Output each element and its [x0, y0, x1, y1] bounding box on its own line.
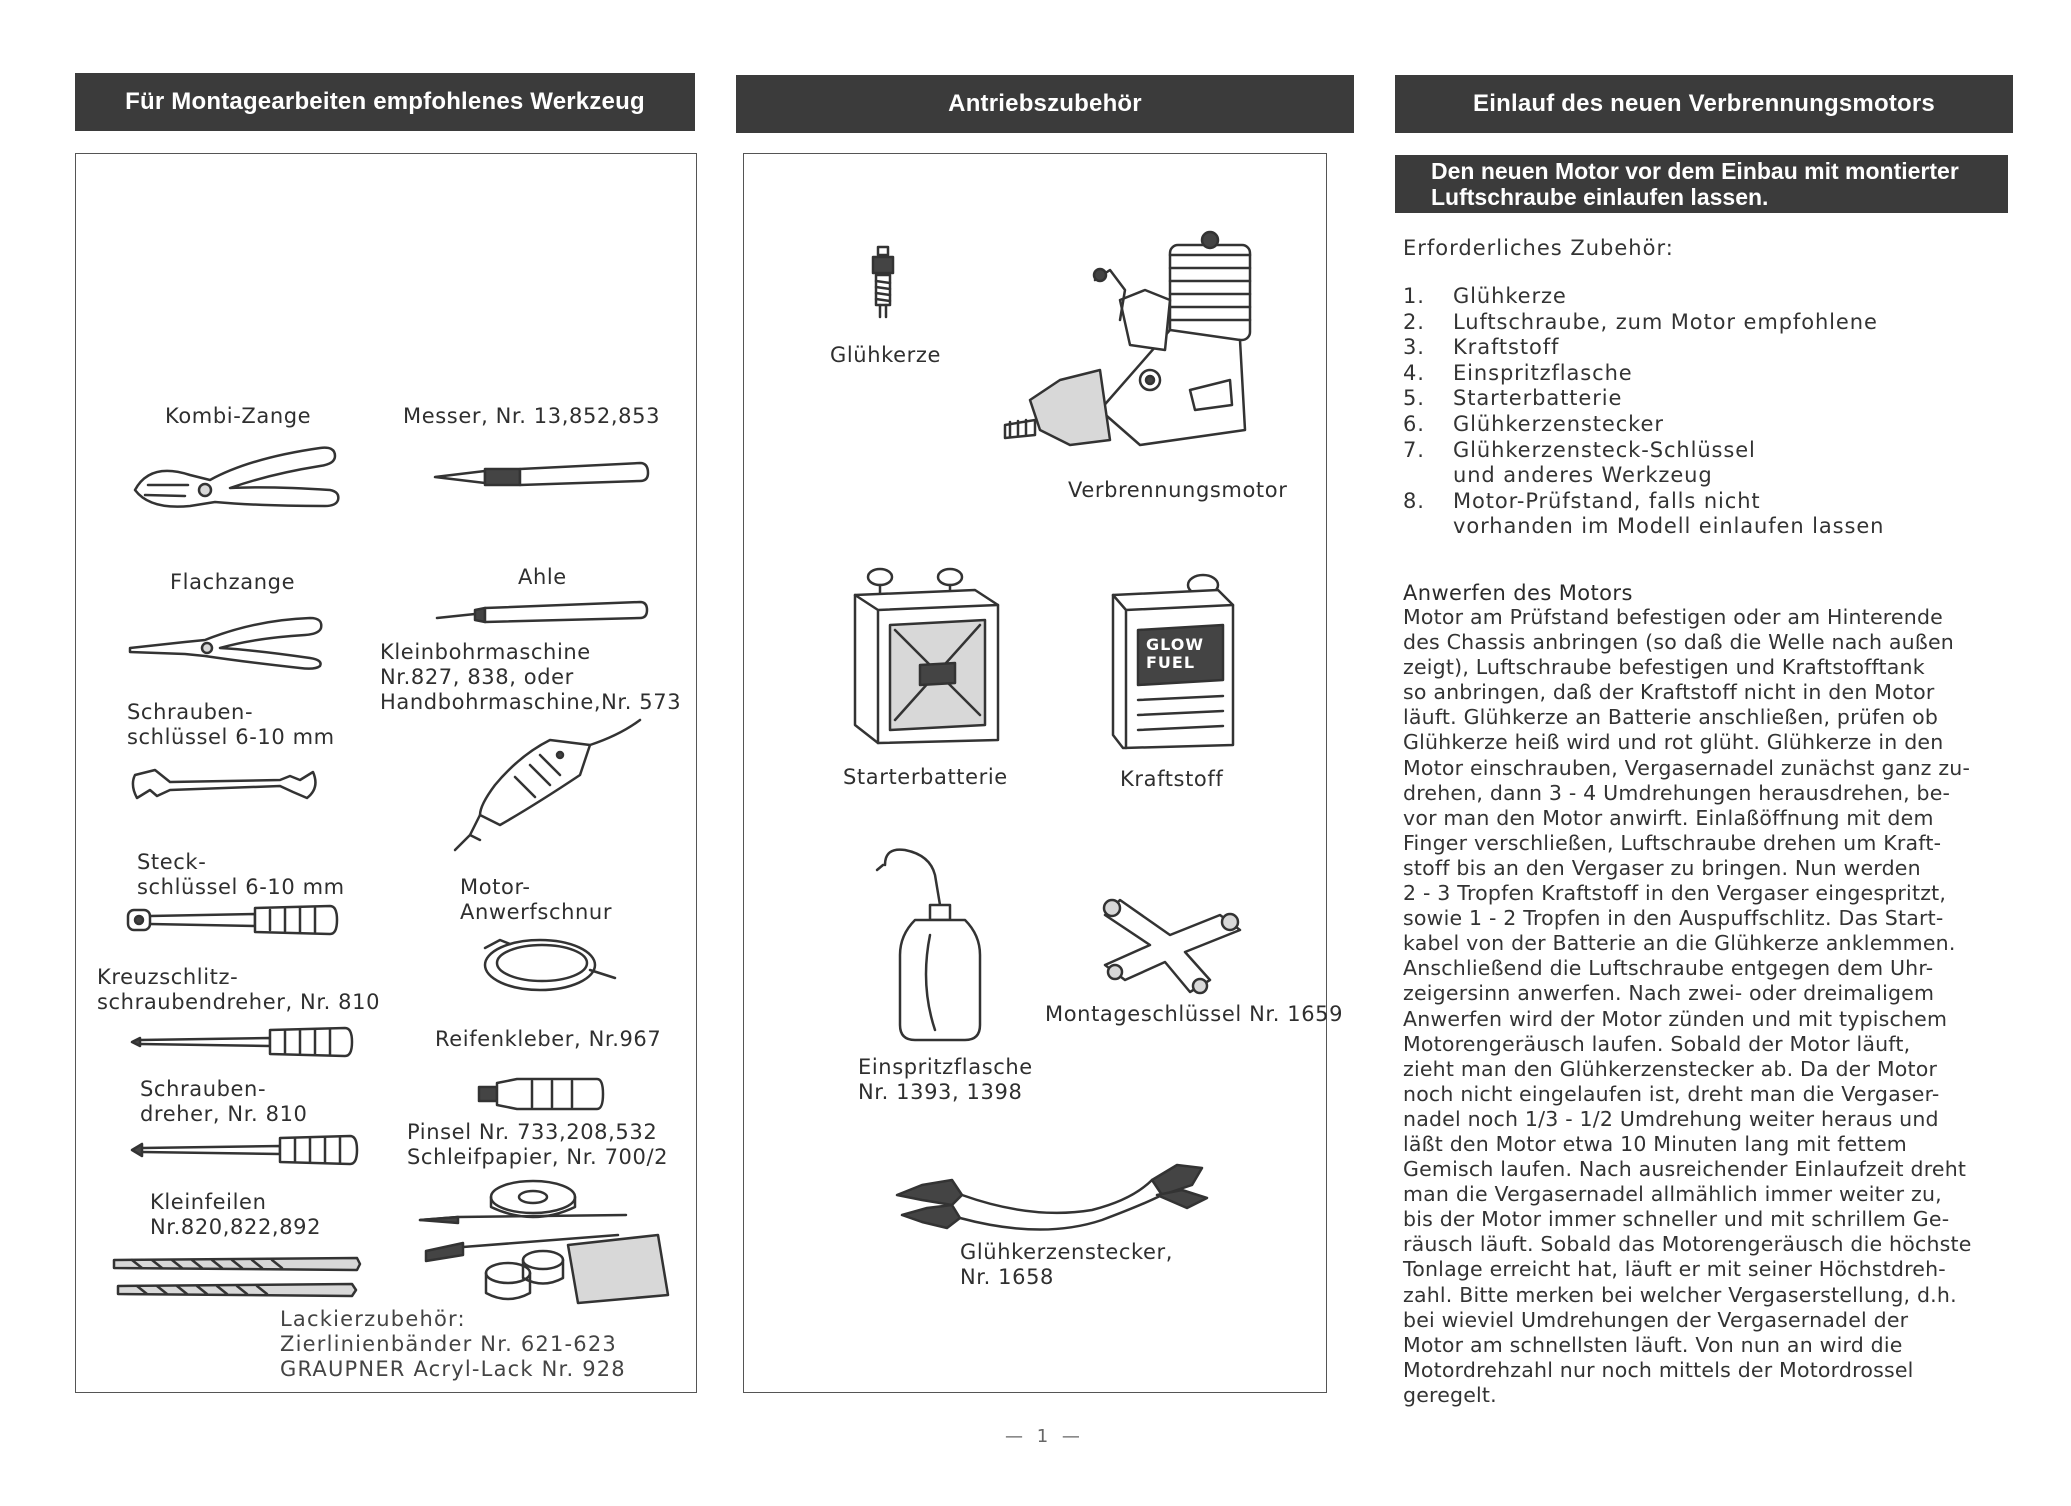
- socket-wrench-icon: [125, 900, 340, 940]
- list-item: 6. Glühkerzenstecker: [1403, 411, 1664, 436]
- label-kreuzschlitz: Kreuzschlitz- schraubendreher, Nr. 810: [97, 965, 381, 1014]
- glow-engine-icon: [1000, 230, 1260, 460]
- label-steckschluessel: Steck- schlüssel 6-10 mm: [137, 850, 345, 899]
- awl-icon: [435, 600, 650, 630]
- label-kombi-zange: Kombi-Zange: [165, 404, 312, 428]
- flat-nose-pliers-icon: [125, 610, 335, 670]
- starting-engine-title: Anwerfen des Motors: [1403, 581, 1633, 605]
- starter-cord-icon: [480, 930, 620, 1000]
- label-lackierzubehoer: Lackierzubehör: Zierlinienbänder Nr. 621-623 GRAUPNER Acryl-Lack Nr. 928: [280, 1307, 626, 1381]
- label-gluehkerze: Glühkerze: [830, 343, 942, 367]
- label-pinsel: Pinsel Nr. 733,208,532 Schleifpapier, Nr. 700/2: [407, 1120, 669, 1169]
- label-kleinbohrmaschine: Kleinbohrmaschine Nr.827, 838, oder Handbohrmaschine,Nr. 573: [380, 640, 682, 714]
- label-kleinfeilen: Kleinfeilen Nr.820,822,892: [150, 1190, 322, 1239]
- brushes-tape-icon: [418, 1175, 678, 1305]
- label-einspritzflasche: Einspritzflasche Nr. 1393, 1398: [858, 1055, 1033, 1104]
- list-item: 3. Kraftstoff: [1403, 335, 1560, 360]
- starting-engine-text: Motor am Prüfstand befestigen oder am Hinterende des Chassis anbringen (so daß die Welle nach außen zeigt), Luftschraube befestigen und Kraftstofftank so anbringen, daß der Kraftstoff nicht in den Motor läuft. Glühkerze an Batterie anschließen, prüfen ob Glühkerze heiß wird und rot glüht. Glühkerze in den Motor einschrauben, Vergasernadel zunächst ganz zu- drehen, dann 3 - 4 Umdrehungen herausdrehen, be- vor man den Motor anwirft. Einlaßöffnung mit dem Finger verschließen, Luftschraube drehen um Kraft- stoff bis an den Vergaser zu bringen. Nun werden 2 - 3 Tropfen Kraftstoff in den Vergaser eingespritzt, sowie 1 - 2 Tropfen in den Auspuffschlitz. Das Start- kabel von der Batterie an die Glühkerze anklemmen. Anschließend die Luftschraube entgegen dem Uhr- zeigersinn anwerfen. Nach zwei- oder dreimaligem Anwerfen wird der Motor zünden und mit typischem Motorengeräusch laufen. Sobald der Motor läuft, zieht man den Glühkerzenstecker ab. Da der Motor noch nicht eingelaufen ist, dreht man die Vergaser- nadel noch 1/3 - 1/2 Umdrehung weiter heraus und läßt den Motor etwa 10 Minuten lang mit fettem Gemisch laufen. Nach ausreichender Einlaufzeit dreht man die Vergasernadel allmählich immer weiter zu, bis der Motor immer schneller und mit schrillem Ge- räusch läuft. Sobald das Motorengeräusch die höchste Tonlage erreicht hat, läuft er mit seiner Höchstdreh- zahl. Bitte merken bei welcher Vergaserstellung, d.h. bei wieviel Umdrehungen der Vergasernadel der Motor am schnellsten läuft. Von nun an wird die Motordrehzahl nur noch mittels der Motordrossel geregelt.: [1403, 605, 1972, 1407]
- list-item: 1. Glühkerze: [1403, 284, 1567, 308]
- page-number: — 1 —: [1005, 1426, 1084, 1447]
- label-reifenkleber: Reifenkleber, Nr.967: [435, 1027, 662, 1051]
- label-messer: Messer, Nr. 13,852,853: [403, 404, 661, 428]
- label-gluehkerzenstecker: Glühkerzenstecker, Nr. 1658: [960, 1240, 1174, 1289]
- label-kraftstoff: Kraftstoff: [1120, 767, 1224, 791]
- files-icon: [112, 1252, 372, 1302]
- cross-wrench-icon: [1100, 890, 1245, 995]
- label-verbrennungsmotor: Verbrennungsmotor: [1068, 478, 1288, 502]
- label-anwerfschnur: Motor- Anwerfschnur: [460, 875, 613, 924]
- glow-plug-icon: [868, 245, 898, 320]
- list-item: 7. Glühkerzensteck-Schlüssel und anderes Werkzeug: [1403, 437, 1756, 488]
- label-flachzange: Flachzange: [170, 570, 296, 594]
- knife-icon: [430, 455, 650, 495]
- drive-accessories-header: Antriebszubehör: [736, 75, 1354, 133]
- flat-screwdriver-icon: [130, 1130, 360, 1170]
- break-in-subheader: Den neuen Motor vor dem Einbau mit montierter Luftschraube einlaufen lassen.: [1395, 155, 2008, 213]
- list-item: 8. Motor-Prüfstand, falls nicht vorhanden im Modell einlaufen lassen: [1403, 488, 1885, 539]
- label-schraubenschluessel: Schrauben- schlüssel 6-10 mm: [127, 700, 335, 749]
- required-accessories-title: Erforderliches Zubehör:: [1403, 236, 1674, 260]
- phillips-screwdriver-icon: [130, 1022, 355, 1062]
- label-starterbatterie: Starterbatterie: [843, 765, 1008, 789]
- tire-glue-tube-icon: [477, 1075, 607, 1113]
- label-ahle: Ahle: [518, 565, 567, 589]
- wrench-icon: [125, 760, 325, 810]
- list-item: 5. Starterbatterie: [1403, 386, 1623, 411]
- list-item: 4. Einspritzflasche: [1403, 360, 1633, 385]
- fuel-can-label: GLOW FUEL: [1146, 635, 1205, 672]
- glow-plug-connector-icon: [892, 1150, 1210, 1240]
- label-montageschluessel: Montageschlüssel Nr. 1659: [1045, 1002, 1344, 1026]
- break-in-header: Einlauf des neuen Verbrennungsmotors: [1395, 75, 2013, 133]
- pliers-icon: [130, 440, 360, 515]
- starter-battery-icon: [850, 565, 1002, 745]
- list-item: 2. Luftschraube, zum Motor empfohlene: [1403, 309, 1878, 334]
- tools-header: Für Montagearbeiten empfohlenes Werkzeug: [75, 73, 695, 131]
- squeeze-bottle-icon: [875, 845, 985, 1045]
- drill-icon: [440, 715, 640, 855]
- required-accessories-list: [1403, 284, 2003, 540]
- label-schraubendreher: Schrauben- dreher, Nr. 810: [140, 1077, 308, 1126]
